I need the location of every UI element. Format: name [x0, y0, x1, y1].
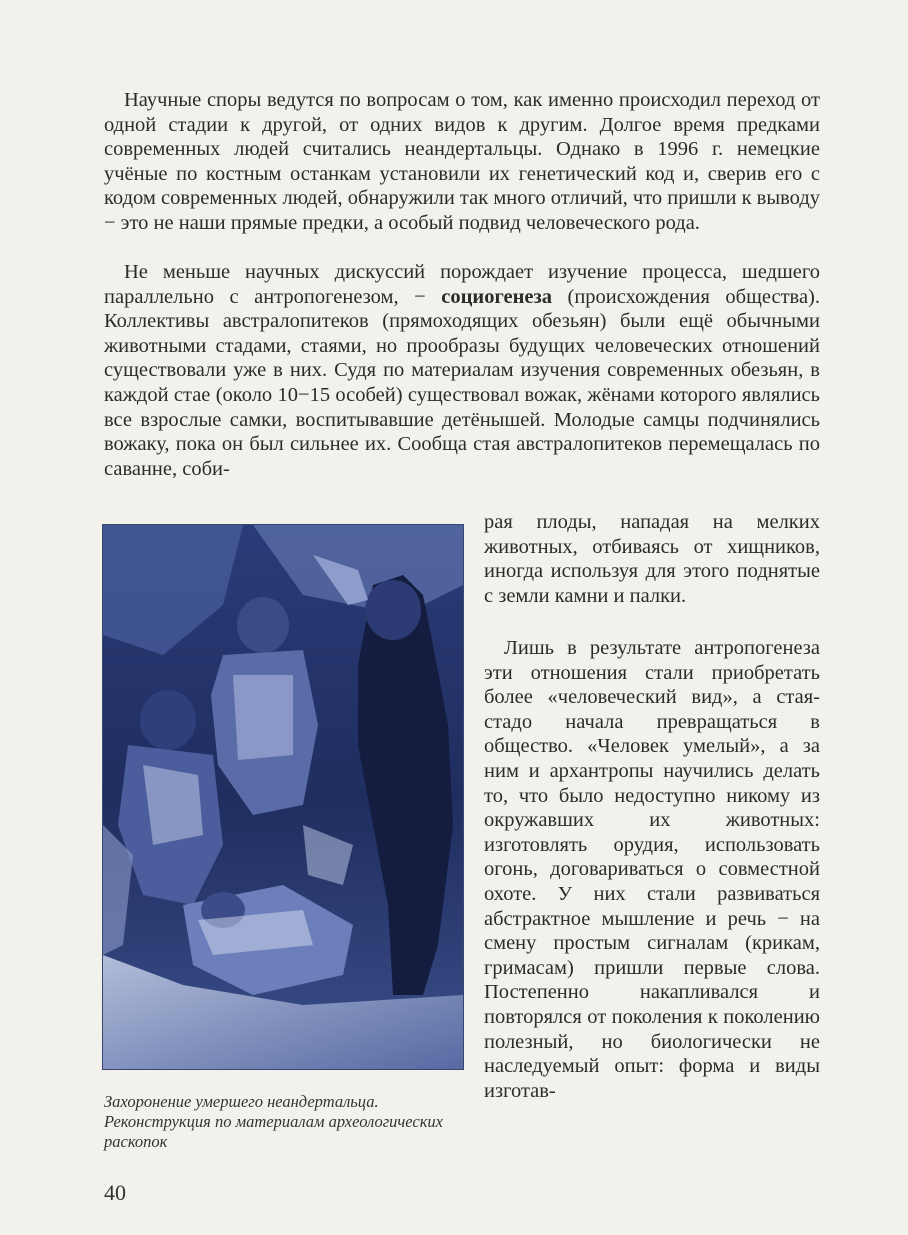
paragraph-anthropogenesis: Лишь в результате антропогенеза эти отношения стали приобретать более «человеческий вид», а стая-стадо начала превращаться в общество. «Человек умелый», а за ним и архантропы научились делать то, что было недоступно никому из окружавших их животных: изготовлять орудия, использовать огонь, договариваться о совместной охоте. У них стали развиваться абстрактное мышление и речь − на смену простым сигналам (крикам, гримасам) пришли первые слова. Постепенно накапливался и повторялся от поколения к поколению полезный, но биологически не наследуемый опыт: форма и виды изготав- [484, 637, 820, 1102]
paragraph-sociogenesis-continued: рая плоды, нападая на мелких животных, отбиваясь от хищников, иногда используя для этого поднятые с земли камни и палки. [484, 511, 820, 607]
paragraph-sociogenesis-body: (происхождения общества). Коллективы австралопитеков (прямоходящих обезьян) были ещё обычными животными стадами, стаями, но прообразы будущих человеческих отношений существовали уже в них. Судя по материалам изучения современных обезьян, в каждой стае (около 10−15 особей) существовал вожак, жёнами которого являлись все взрослые самки, воспитывавшие детёнышей. Молодые самцы подчинялись вожаку, пока он был сильнее их. Сообща стая австралопитеков перемещалась по саванне, соби- [104, 285, 820, 480]
paragraph-neanderthals: Научные споры ведутся по вопросам о том, как именно происходил переход от одной стадии к другой, от одних видов к другим. Долгое время предками современных людей считались неандертальцы. Однако в 1996 г. немецкие учёные по костным останкам установили их генетический код и, сверив его с кодом современных людей, обнаружили так много отличий, что пришли к выводу − это не наши прямые предки, а особый подвид человеческого рода. [104, 89, 821, 234]
center-figure-highlight [233, 675, 293, 760]
term-sociogenesis: социогенеза [441, 285, 552, 308]
center-figure-head [237, 597, 289, 653]
page-number: 40 [104, 1180, 126, 1205]
standing-figure-head [365, 580, 421, 640]
neanderthal-burial-illustration [102, 524, 464, 1070]
left-figure-head [140, 690, 196, 750]
figure-caption: Захоронение умершего неандертальца. Реконструкция по материалам археологических раскопок [104, 1092, 443, 1151]
illustration-drawing [103, 525, 463, 1069]
paragraph-sociogenesis [104, 260, 820, 481]
paragraph-sociogenesis-lead: Не меньше научных дискуссий порождает изучение процесса, шедшего параллельно с антропогенезом, − [104, 261, 820, 308]
left-figure-highlight [143, 765, 203, 845]
